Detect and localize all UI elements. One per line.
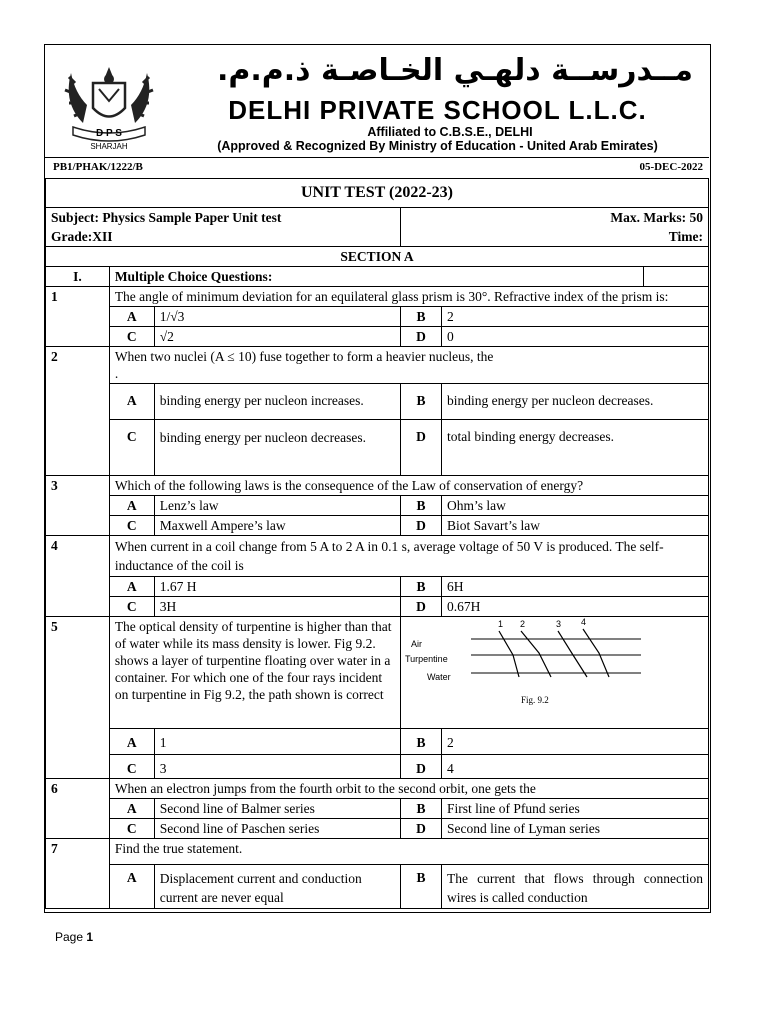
question-text: Find the true statement.: [109, 839, 708, 865]
affiliation-text: Affiliated to C.B.S.E., DELHI: [367, 125, 533, 139]
option-label: D: [401, 420, 442, 476]
option-label: B: [401, 799, 442, 819]
ray-4: [583, 629, 609, 677]
svg-text:Turpentine: Turpentine: [405, 654, 448, 664]
option-label: D: [401, 327, 442, 347]
option-text: Biot Savart’s law: [442, 516, 709, 536]
option-label: B: [401, 729, 442, 755]
question-number: 4: [46, 536, 110, 617]
reference-code: PB1/PHAK/1222/B: [53, 161, 143, 173]
option-text: Lenz’s law: [154, 496, 400, 516]
subject-label: Subject: Physics Sample Paper Unit test: [46, 208, 401, 228]
option-text: binding energy per nucleon decreases.: [154, 420, 400, 476]
option-label: B: [401, 496, 442, 516]
ray-3: [558, 631, 587, 677]
school-name-arabic: مــدرســة دلهـي الخـاصـة ذ.م.م.: [217, 53, 693, 88]
svg-text:Fig. 9.2: Fig. 9.2: [521, 695, 549, 705]
question-number: 7: [46, 839, 110, 909]
question-number: 1: [46, 287, 110, 347]
option-text: First line of Pfund series: [442, 799, 709, 819]
option-label: A: [109, 384, 154, 420]
option-text: binding energy per nucleon decreases.: [442, 384, 709, 420]
option-text: Second line of Lyman series: [442, 819, 709, 839]
option-label: A: [109, 729, 154, 755]
time-label: Time:: [401, 227, 709, 247]
option-label: D: [401, 516, 442, 536]
option-text: 4: [442, 755, 709, 779]
option-text: 2: [442, 307, 709, 327]
question-line: When two nuclei (A ≤ 10) fuse together to form a heavier nucleus, the: [114, 349, 494, 364]
test-title: UNIT TEST (2022-23): [46, 179, 709, 208]
svg-text:D P S: D P S: [96, 128, 122, 139]
option-label: D: [401, 819, 442, 839]
option-label: D: [401, 597, 442, 617]
option-text: binding energy per nucleon increases.: [154, 384, 400, 420]
option-label: A: [109, 496, 154, 516]
option-label: B: [401, 865, 442, 909]
svg-text:3: 3: [556, 619, 562, 629]
svg-text:SHARJAH: SHARJAH: [90, 142, 128, 151]
option-label: B: [401, 307, 442, 327]
question-text: When an electron jumps from the fourth orbit to the second orbit, one gets the: [109, 779, 708, 799]
ray-1: [499, 631, 519, 677]
page-footer: [55, 930, 93, 944]
option-label: C: [109, 819, 154, 839]
question-text: The angle of minimum deviation for an equilateral glass prism is 30°. Refractive index of the prism is:: [109, 287, 708, 307]
option-text: 1/√3: [154, 307, 400, 327]
option-text: √2: [154, 327, 400, 347]
option-text: Displacement current and conduction current are never equal: [154, 865, 400, 909]
question-line: .: [114, 366, 119, 381]
option-label: A: [109, 799, 154, 819]
option-label: C: [109, 516, 154, 536]
svg-text:2: 2: [520, 619, 526, 629]
empty-cell: [643, 267, 708, 287]
question-table: [45, 178, 709, 909]
question-text: The optical density of turpentine is higher than that of water while its mass density is lower. Fig 9.2. shows a layer of turpentine floating over water in a container. For which one of the four rays incident on turpentine in Fig 9.2, the path shown is correct: [109, 617, 400, 729]
option-label: A: [109, 865, 154, 909]
question-text: Which of the following laws is the consequence of the Law of conservation of energy?: [109, 476, 708, 496]
approval-text: (Approved & Recognized By Ministry of Education - United Arab Emirates): [217, 139, 658, 153]
option-text: 1.67 H: [154, 577, 400, 597]
option-text: 0: [442, 327, 709, 347]
option-text: 0.67H: [442, 597, 709, 617]
option-text: Second line of Balmer series: [154, 799, 400, 819]
page-label: Page: [55, 930, 84, 944]
option-text: Ohm’s law: [442, 496, 709, 516]
option-label: A: [109, 307, 154, 327]
option-label: C: [109, 755, 154, 779]
grade-label: Grade:XII: [46, 227, 401, 247]
question-number: 5: [46, 617, 110, 779]
exam-sheet: [44, 44, 711, 913]
option-text: 3: [154, 755, 400, 779]
figure-cell: [401, 617, 709, 729]
svg-text:4: 4: [581, 617, 587, 627]
part-title: Multiple Choice Questions:: [109, 267, 643, 287]
option-label: B: [401, 577, 442, 597]
question-number: 6: [46, 779, 110, 839]
option-text: Maxwell Ampere’s law: [154, 516, 400, 536]
option-text: total binding energy decreases.: [442, 420, 709, 476]
option-text: The current that flows through connection wires is called conduction: [442, 865, 709, 909]
school-header: [45, 45, 709, 157]
option-text: 3H: [154, 597, 400, 617]
option-label: C: [109, 327, 154, 347]
option-text: 6H: [442, 577, 709, 597]
question-number: 3: [46, 476, 110, 536]
option-text: Second line of Paschen series: [154, 819, 400, 839]
ray-2: [521, 631, 551, 677]
option-text: 1: [154, 729, 400, 755]
exam-date: 05-DEC-2022: [639, 161, 703, 173]
school-logo: [53, 53, 165, 153]
option-label: C: [109, 597, 154, 617]
page-number: 1: [86, 930, 94, 944]
svg-text:Air: Air: [411, 639, 423, 649]
option-label: A: [109, 577, 154, 597]
option-label: D: [401, 755, 442, 779]
question-number: 2: [46, 347, 110, 476]
max-marks: Max. Marks: 50: [401, 208, 709, 228]
part-number: I.: [46, 267, 110, 287]
section-heading: SECTION A: [46, 247, 709, 267]
option-text: 2: [442, 729, 709, 755]
refraction-figure: [401, 617, 691, 715]
school-name: DELHI PRIVATE SCHOOL L.L.C.: [228, 95, 647, 125]
svg-text:1: 1: [498, 619, 504, 629]
option-label: B: [401, 384, 442, 420]
reference-line: [45, 157, 709, 178]
question-text: When current in a coil change from 5 A to 2 A in 0.1 s, average voltage of 50 V is produced. The self-inductance of the coil is: [109, 536, 708, 577]
option-label: C: [109, 420, 154, 476]
svg-text:Water: Water: [427, 672, 451, 682]
question-text: [109, 347, 708, 384]
